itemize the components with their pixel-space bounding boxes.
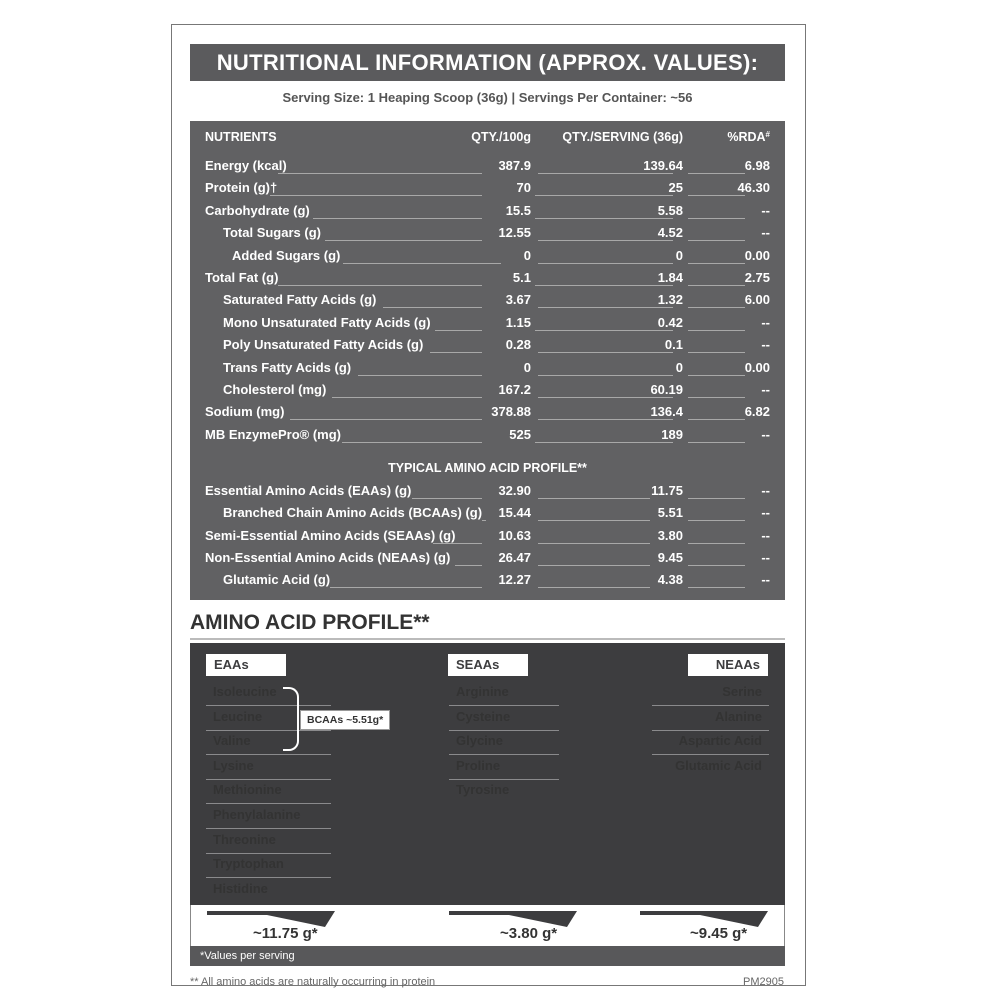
- serving-info: Serving Size: 1 Heaping Scoop (36g) | Servings Per Container: ~56: [282, 90, 693, 105]
- table-row: [190, 225, 785, 245]
- rda-value: --: [761, 483, 770, 498]
- table-row: [190, 248, 785, 268]
- per100-value: 70: [516, 180, 531, 195]
- per100-value: 32.90: [498, 483, 531, 498]
- amino-acid-item: Cysteine: [449, 707, 559, 731]
- table-row: [190, 572, 785, 592]
- dotted-leader: [538, 498, 650, 499]
- rda-value: --: [761, 528, 770, 543]
- dotted-leader: [270, 195, 482, 196]
- dotted-leader: [688, 520, 745, 521]
- dotted-leader: [688, 587, 745, 588]
- nutrient-name: MB EnzymePro® (mg): [205, 427, 341, 442]
- amino-acid-item: Leucine: [206, 707, 331, 731]
- per100-value: 10.63: [498, 528, 531, 543]
- dotted-leader: [412, 498, 482, 499]
- amino-acid-item: Lysine: [206, 756, 331, 780]
- rda-value: --: [761, 382, 770, 397]
- amino-acid-item: Alanine: [652, 707, 769, 731]
- nutrient-name: Sodium (mg): [205, 404, 285, 419]
- per-serving-value: 189: [661, 427, 683, 442]
- dotted-leader: [538, 520, 650, 521]
- nutrient-name: Glutamic Acid (g): [223, 572, 331, 587]
- seaas-tag: SEAAs: [448, 654, 528, 676]
- table-row: [190, 270, 785, 290]
- per-serving-value: 139.64: [643, 158, 683, 173]
- per-serving-value: 136.4: [650, 404, 683, 419]
- table-row: [190, 505, 785, 525]
- table-row: [190, 382, 785, 402]
- dotted-leader: [278, 173, 482, 174]
- rda-value: --: [761, 505, 770, 520]
- dotted-leader: [688, 195, 745, 196]
- dotted-leader: [455, 565, 482, 566]
- per100-value: 1.15: [505, 315, 531, 330]
- nutrient-name: Trans Fatty Acids (g): [223, 360, 352, 375]
- nutrient-name: Poly Unsaturated Fatty Acids (g): [223, 337, 424, 352]
- dotted-leader: [538, 240, 673, 241]
- per-serving-value: 0.1: [664, 337, 683, 352]
- per100-value: 15.44: [498, 505, 531, 520]
- per-serving-value: 3.80: [657, 528, 683, 543]
- amino-title-rule: [190, 638, 785, 640]
- table-row: [190, 360, 785, 380]
- amino-acid-item: Glutamic Acid: [675, 757, 762, 773]
- amino-acid-item: Serine: [652, 682, 769, 706]
- amino-acid-item: Threonine: [206, 830, 331, 854]
- table-row: [190, 404, 785, 424]
- rda-value: --: [761, 572, 770, 587]
- table-row: [190, 427, 785, 447]
- bcaa-note: BCAAs ~5.51g*: [300, 710, 390, 730]
- values-note: *Values per serving: [190, 946, 785, 966]
- dotted-leader: [688, 307, 745, 308]
- nutrient-name: Branched Chain Amino Acids (BCAAs) (g): [223, 505, 483, 520]
- amino-acid-item: Tryptophan: [206, 854, 331, 878]
- header-nutrients: NUTRIENTS: [205, 130, 277, 144]
- per-serving-value: 4.38: [657, 572, 683, 587]
- per-serving-value: 1.32: [657, 292, 683, 307]
- dotted-leader: [290, 419, 482, 420]
- rda-value: 0.00: [744, 248, 770, 263]
- rda-value: --: [761, 337, 770, 352]
- nutrition-title: NUTRITIONAL INFORMATION (APPROX. VALUES):: [190, 44, 785, 81]
- product-code: PM2905: [743, 976, 784, 988]
- nutrient-name: Energy (kcal): [205, 158, 287, 173]
- nutrient-name: Carbohydrate (g): [205, 203, 310, 218]
- neaas-total: ~9.45 g*: [690, 925, 748, 942]
- dotted-leader: [538, 173, 673, 174]
- nutrient-name: Added Sugars (g): [232, 248, 341, 263]
- dotted-leader: [688, 442, 745, 443]
- amino-acid-item: Aspartic Acid: [652, 731, 769, 755]
- rda-value: --: [761, 427, 770, 442]
- nutrient-name: Saturated Fatty Acids (g): [223, 292, 377, 307]
- per100-value: 167.2: [498, 382, 531, 397]
- eaas-tag: EAAs: [206, 654, 286, 676]
- dotted-leader: [688, 375, 745, 376]
- bcaa-brace: [283, 687, 299, 751]
- amino-acid-item: Valine: [206, 731, 331, 755]
- per100-value: 26.47: [498, 550, 531, 565]
- table-row: [190, 483, 785, 503]
- dotted-leader: [325, 240, 482, 241]
- nutrient-name: Total Fat (g): [205, 270, 279, 285]
- nutrient-name: Mono Unsaturated Fatty Acids (g): [223, 315, 431, 330]
- per100-value: 12.55: [498, 225, 531, 240]
- dotted-leader: [535, 330, 673, 331]
- amino-acid-item: Histidine: [213, 880, 268, 896]
- nutrition-table: [190, 121, 785, 600]
- dotted-leader: [535, 218, 673, 219]
- rda-footnote-mark: #: [765, 130, 770, 139]
- rda-value: 6.82: [744, 404, 770, 419]
- dotted-leader: [435, 330, 482, 331]
- dotted-leader: [688, 498, 745, 499]
- rda-value: 6.98: [744, 158, 770, 173]
- amino-acid-item: Arginine: [449, 682, 559, 706]
- dotted-leader: [433, 543, 482, 544]
- dotted-leader: [688, 419, 745, 420]
- per100-value: 525: [509, 427, 531, 442]
- dotted-leader: [688, 397, 745, 398]
- dotted-leader: [330, 587, 482, 588]
- dotted-leader: [313, 218, 482, 219]
- per100-value: 0: [523, 360, 531, 375]
- dotted-leader: [358, 375, 482, 376]
- per-serving-value: 4.52: [657, 225, 683, 240]
- dotted-leader: [538, 375, 673, 376]
- per-serving-value: 25: [668, 180, 683, 195]
- rda-value: 46.30: [737, 180, 770, 195]
- dotted-leader: [688, 543, 745, 544]
- table-row: [190, 203, 785, 223]
- eaas-total: ~11.75 g*: [253, 925, 318, 942]
- nutrient-name: Semi-Essential Amino Acids (SEAAs) (g): [205, 528, 456, 543]
- per100-value: 15.5: [505, 203, 531, 218]
- dotted-leader: [535, 285, 673, 286]
- per100-value: 0: [523, 248, 531, 263]
- header-rda: %RDA#: [727, 130, 770, 144]
- dotted-leader: [688, 565, 745, 566]
- dotted-leader: [688, 218, 745, 219]
- dotted-leader: [538, 397, 673, 398]
- dotted-leader: [538, 587, 650, 588]
- table-row: [190, 550, 785, 570]
- nutrient-name: Cholesterol (mg): [223, 382, 327, 397]
- dotted-leader: [538, 307, 673, 308]
- amino-acid-item: Phenylalanine: [206, 805, 331, 829]
- rda-value: 2.75: [744, 270, 770, 285]
- table-row: [190, 528, 785, 548]
- dotted-leader: [535, 195, 673, 196]
- per100-value: 5.1: [512, 270, 531, 285]
- per-serving-value: 0: [675, 360, 683, 375]
- dotted-leader: [538, 352, 673, 353]
- dotted-leader: [688, 173, 745, 174]
- amino-acid-item: Isoleucine: [206, 682, 331, 706]
- dotted-leader: [430, 352, 482, 353]
- dotted-leader: [688, 352, 745, 353]
- dotted-leader: [332, 397, 482, 398]
- per-serving-value: 5.58: [657, 203, 683, 218]
- rda-value: 6.00: [744, 292, 770, 307]
- dotted-leader: [538, 565, 650, 566]
- per-serving-value: 60.19: [650, 382, 683, 397]
- dotted-leader: [342, 442, 482, 443]
- dotted-leader: [688, 263, 745, 264]
- table-row: [190, 315, 785, 335]
- amino-acid-item: Tyrosine: [456, 782, 510, 798]
- amino-acid-item: Methionine: [206, 780, 331, 804]
- dotted-leader: [688, 330, 745, 331]
- nutrient-name: Non-Essential Amino Acids (NEAAs) (g): [205, 550, 451, 565]
- dotted-leader: [278, 285, 482, 286]
- nutrient-name: Total Sugars (g): [223, 225, 321, 240]
- rda-value: --: [761, 550, 770, 565]
- per-serving-value: 11.75: [651, 483, 683, 498]
- dotted-leader: [688, 285, 745, 286]
- dotted-leader: [538, 419, 673, 420]
- header-per-serving: QTY./SERVING (36g): [562, 130, 683, 144]
- per100-value: 378.88: [491, 404, 531, 419]
- dotted-leader: [535, 442, 673, 443]
- dotted-leader: [688, 240, 745, 241]
- per-serving-value: 9.45: [657, 550, 683, 565]
- amino-profile-heading: TYPICAL AMINO ACID PROFILE**: [388, 461, 587, 475]
- per-serving-value: 0.42: [657, 315, 683, 330]
- nutrient-name: Protein (g)†: [205, 180, 278, 195]
- amino-section-title: AMINO ACID PROFILE**: [190, 611, 430, 634]
- amino-acid-item: Proline: [449, 756, 559, 780]
- dotted-leader: [343, 263, 501, 264]
- table-row: [190, 292, 785, 312]
- dotted-leader: [482, 520, 486, 521]
- footnote: ** All amino acids are naturally occurring in protein: [190, 976, 436, 988]
- per100-value: 0.28: [505, 337, 531, 352]
- dotted-leader: [538, 543, 650, 544]
- table-row: [190, 158, 785, 178]
- rda-value: --: [761, 203, 770, 218]
- nutrient-name: Essential Amino Acids (EAAs) (g): [205, 483, 412, 498]
- per-serving-value: 1.84: [657, 270, 683, 285]
- per-serving-value: 0: [675, 248, 683, 263]
- rda-value: --: [761, 315, 770, 330]
- neaas-tag: NEAAs: [688, 654, 768, 676]
- table-row: [190, 180, 785, 200]
- per100-value: 3.67: [505, 292, 531, 307]
- per100-value: 12.27: [498, 572, 531, 587]
- seaas-total: ~3.80 g*: [500, 925, 558, 942]
- amino-acid-item: Glycine: [449, 731, 559, 755]
- rda-value: --: [761, 225, 770, 240]
- dotted-leader: [538, 263, 673, 264]
- dotted-leader: [383, 307, 482, 308]
- table-row: [190, 337, 785, 357]
- rda-value: 0.00: [744, 360, 770, 375]
- table-header-row: [190, 130, 785, 150]
- per-serving-value: 5.51: [657, 505, 683, 520]
- per100-value: 387.9: [498, 158, 531, 173]
- header-per100: QTY./100g: [471, 130, 531, 144]
